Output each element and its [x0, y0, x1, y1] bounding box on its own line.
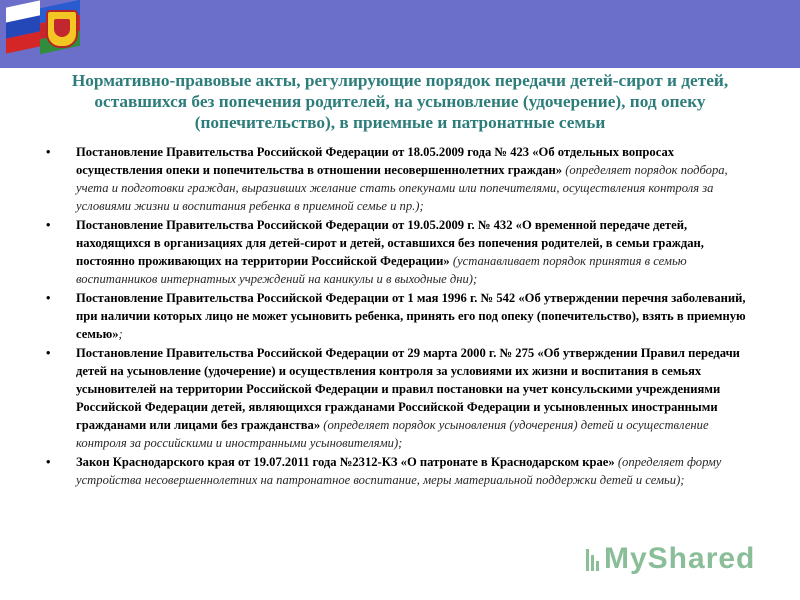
list-item	[30, 143, 762, 215]
bullet: •	[46, 346, 51, 360]
act-title: Постановление Правительства Российской Федерации от 1 мая 1996 г. № 542 «Об утверждении перечня заболеваний, при наличии которых лицо не может усыновить ребенка, принять его под опеку (попечительство), взять в приемную семью»	[76, 291, 746, 341]
bullet: •	[46, 145, 51, 159]
list-item	[30, 289, 762, 343]
act-title: Постановление Правительства Российской Федерации от 19.05.2009 г. № 432 «О временной передаче детей, находящихся в организациях для детей-сирот и детей, оставшихся без попечения родителей, в семьи граждан, постоянно проживающих на территории Российской Федерации»	[76, 218, 704, 268]
act-title: Постановление Правительства Российской Федерации от 29 марта 2000 г. № 275 «Об утверждении Правил передачи детей на усыновление (удочерение) и осуществления контроля за условиями их жизни и воспитания в семьях усыновителей на территории Российской Федерации и правил постановки на учет консульскими учреждениями Российской Федерации детей, являющихся гражданами Российской Федерации и усыновленных иностранными гражданами или лицами без гражданства»	[76, 346, 740, 432]
header-band	[0, 0, 800, 68]
act-note: (определяет форму устройства несовершеннолетних на патронатное воспитание, меры материальной поддержки детей и семьи);	[76, 455, 722, 487]
myshared-logo-icon	[584, 547, 602, 573]
bullet: •	[46, 291, 51, 305]
act-note: ;	[118, 327, 123, 341]
act-title: Закон Краснодарского края от 19.07.2011 года №2312-КЗ «О патронате в Краснодарском крае»	[76, 455, 615, 469]
list-item	[30, 453, 762, 489]
act-note: (определяет порядок усыновления (удочерения) детей и осуществление контроля за российскими и иностранными усыновителями);	[76, 418, 709, 450]
watermark-text: MyShared	[604, 542, 756, 575]
list-item	[30, 216, 762, 288]
legal-acts-list	[30, 143, 762, 490]
page-title: Нормативно-правовые акты, регулирующие порядок передачи детей-сирот и детей, оставшихся без попечения родителей, на усыновление (удочерение), под опеку (попечительство), в приемные и патронатные семьи	[71, 71, 729, 132]
list-item	[30, 344, 762, 452]
coat-of-arms-icon	[46, 10, 78, 48]
act-note: (определяет порядок подбора, учета и подготовки граждан, выразивших желание стать опекунами или попечителями, осуществления контроля за условиями жизни и воспитания ребенка в приемной семье и пр.);	[76, 163, 728, 213]
act-note: (устанавливает порядок принятия в семью воспитанников интернатных учреждений на каникулы и в выходные дни);	[76, 254, 687, 286]
russia-flag	[6, 0, 40, 53]
bullet: •	[46, 455, 51, 469]
act-title: Постановление Правительства Российской Федерации от 18.05.2009 года № 423 «Об отдельных вопросах осуществления опеки и попечительства в отношении несовершеннолетних граждан»	[76, 145, 675, 177]
bullet: •	[46, 218, 51, 232]
